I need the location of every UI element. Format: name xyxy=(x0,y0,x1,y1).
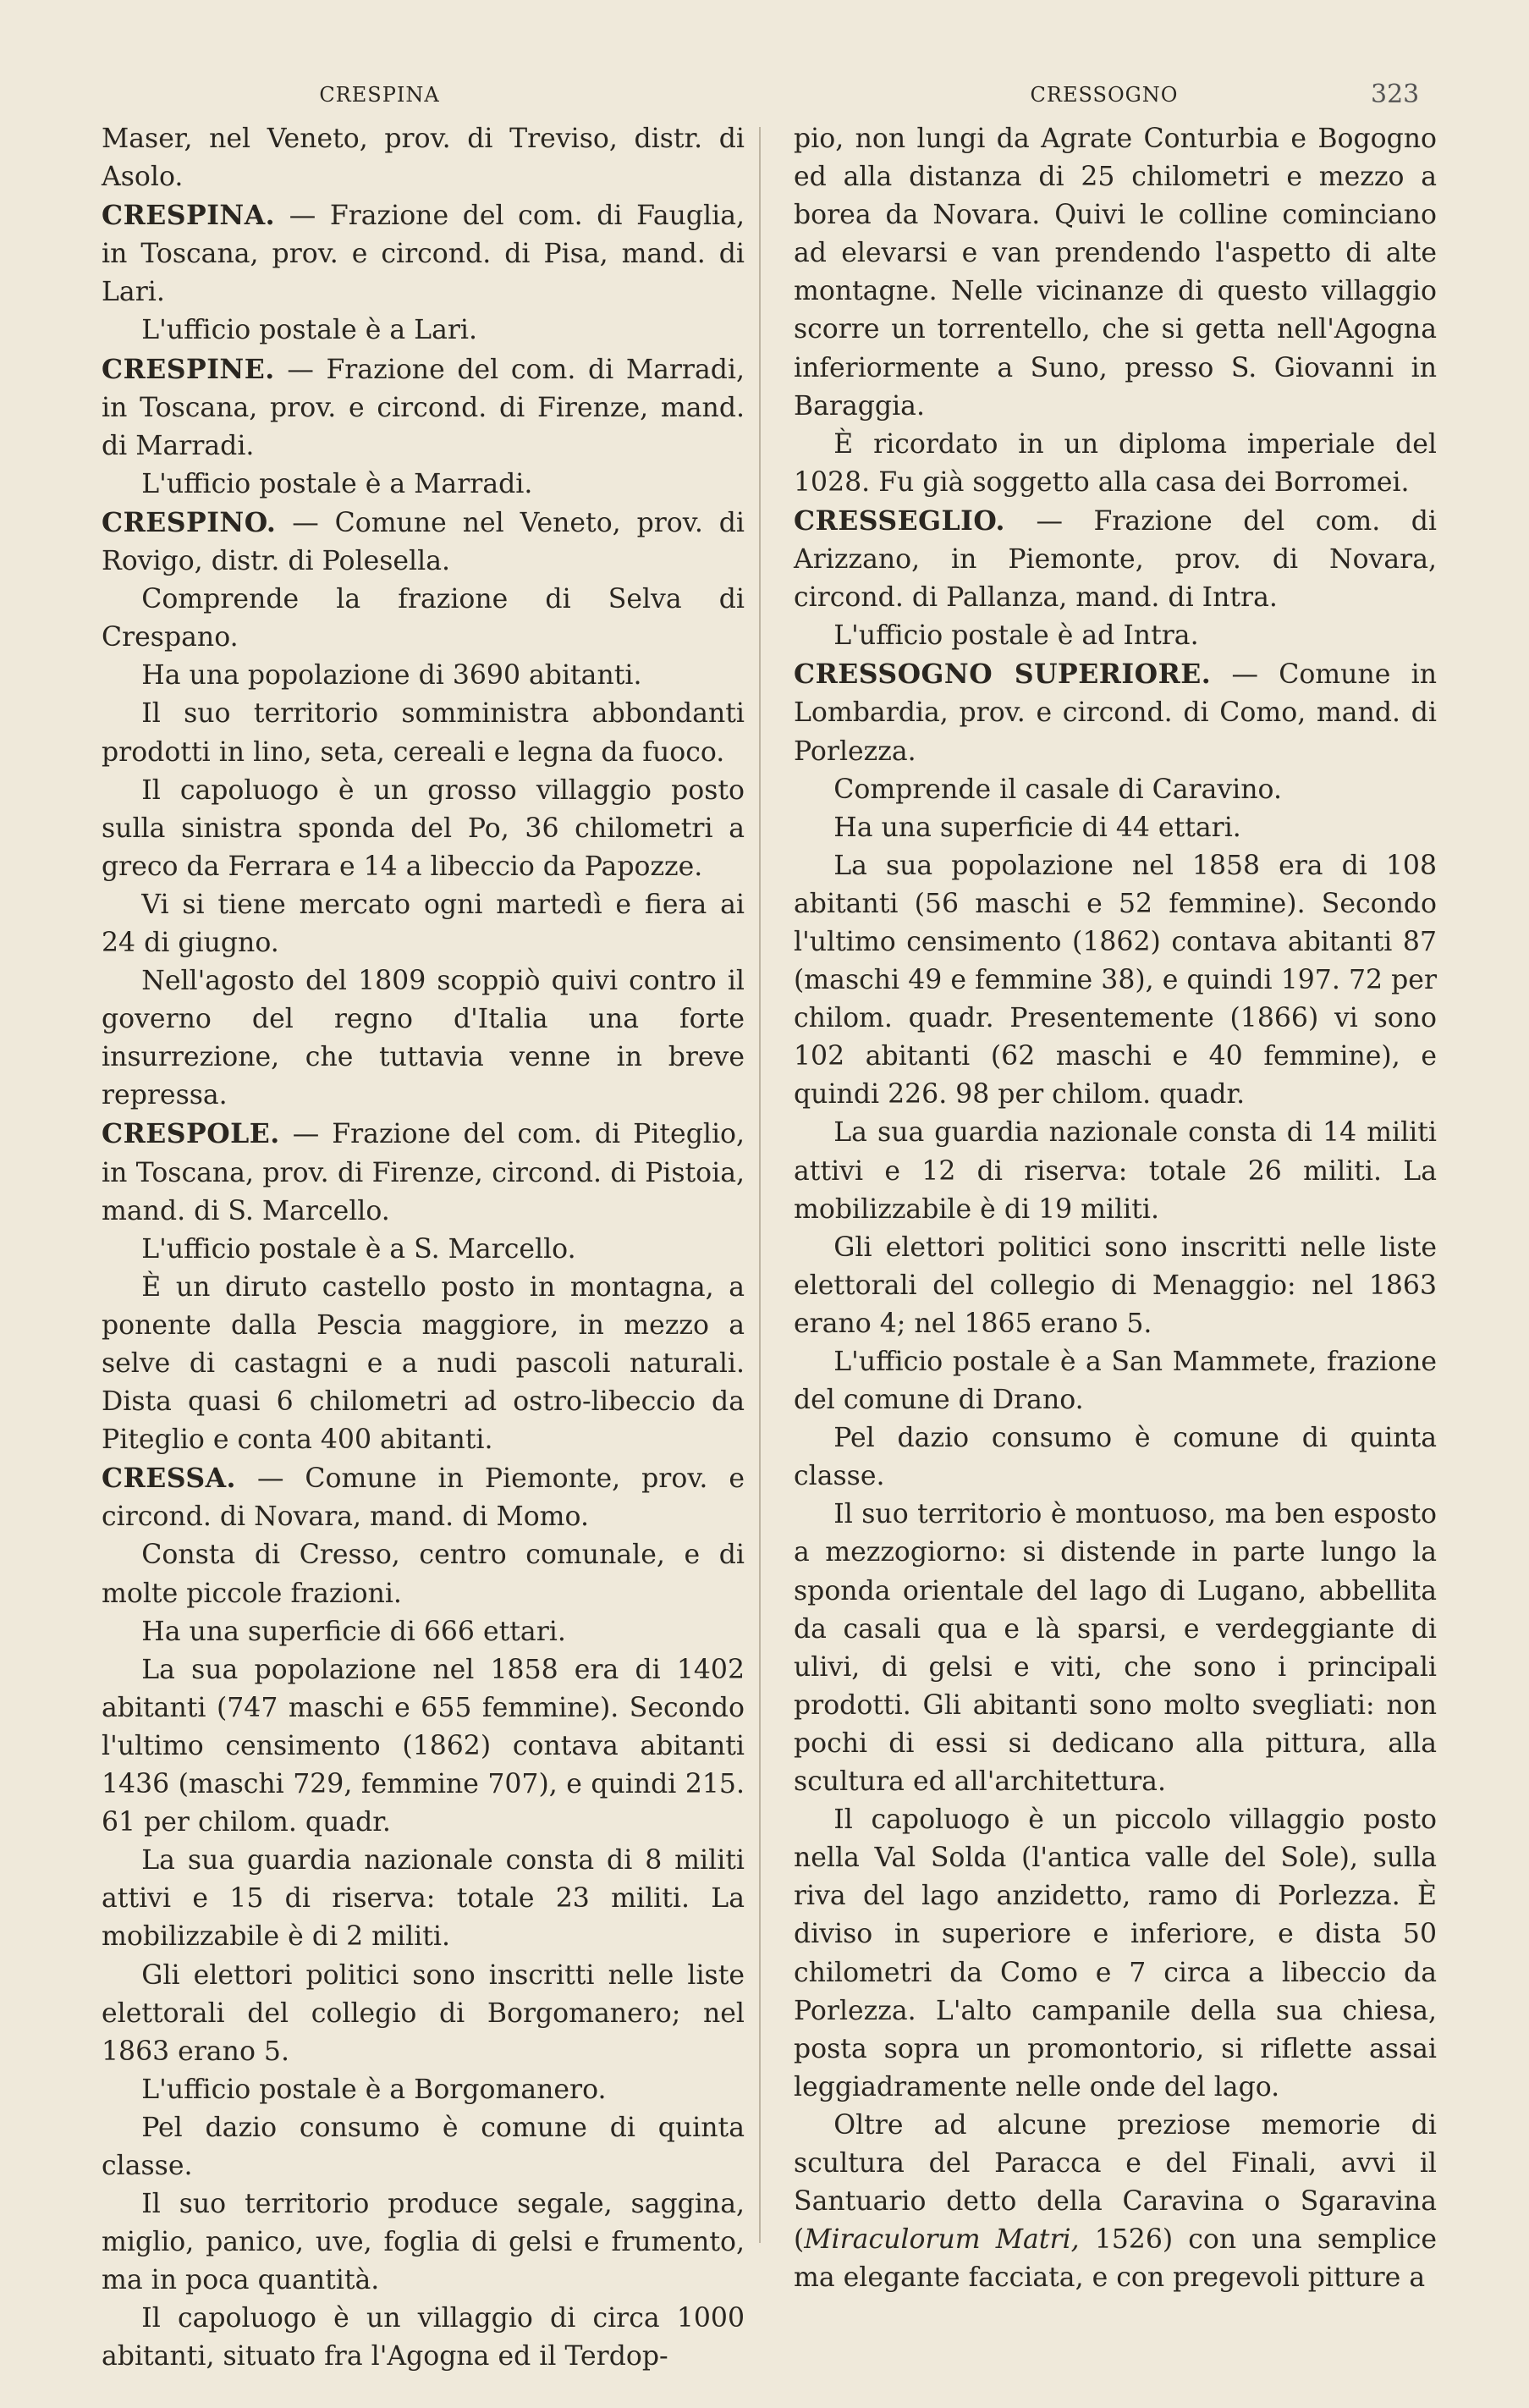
paragraph: L'ufficio postale è a Marradi. xyxy=(141,468,533,499)
entry-crespole xyxy=(102,1115,745,1230)
paragraph: Vi si tiene mercato ogni martedì e fiera ai 24 di giugno. xyxy=(102,889,745,958)
paragraph: pio, non lungi da Agrate Conturbia e Bogogno ed alla distanza di 25 chilometri e mezzo a borea da Novara. Quivi le colline cominciano ad elevarsi e van prendendo l'aspetto di alte montagne. Nelle vicinanze di questo villaggio scorre un torrentello, che si getta nell'Agogna inferiormente a Suno, presso S. Giovanni in Baraggia. xyxy=(794,124,1437,422)
entry-crespino xyxy=(102,504,745,581)
headword: CRESPOLE. xyxy=(102,1118,280,1150)
entry-text: — Comune in Piemonte, prov. e circond. di Novara, mand. di Momo. xyxy=(102,1463,745,1533)
paragraph: Gli elettori politici sono inscritti nelle liste elettorali del collegio di Borgomanero; nel 1863 erano 5. xyxy=(102,1959,745,2067)
headword: CRESPINA. xyxy=(102,200,276,232)
paragraph: Comprende il casale di Caravino. xyxy=(833,774,1282,805)
entry-cressogno-superiore xyxy=(794,655,1437,770)
running-head-left: CRESPINA xyxy=(319,83,440,107)
paragraph: Ha una superficie di 44 ettari. xyxy=(833,812,1241,843)
right-column xyxy=(794,120,1437,2297)
entry-text: — Comune in Lombardia, prov. e circond. di Como, mand. di Porlezza. xyxy=(794,659,1437,767)
paragraph: Maser, nel Veneto, prov. di Treviso, distr. di Asolo. xyxy=(102,124,745,193)
paragraph: Consta di Cresso, centro comunale, e di molte piccole frazioni. xyxy=(102,1540,745,1609)
paragraph: L'ufficio postale è ad Intra. xyxy=(833,620,1199,652)
paragraph: Ha una superficie di 666 ettari. xyxy=(141,1616,566,1647)
paragraph: Il suo territorio somministra abbondanti prodotti in lino, seta, cereali e legna da fuoco. xyxy=(102,698,745,768)
entry-text: — Frazione del com. di Fauglia, in Toscana, prov. e circond. di Pisa, mand. di Lari. xyxy=(102,201,745,308)
paragraph: È un diruto castello posto in montagna, a ponente dalla Pescia maggiore, in mezzo a selve di castagni e a nudi pascoli naturali. Dista quasi 6 chilometri ad ostro-libeccio da Piteglio e conta 400 abitanti. xyxy=(102,1271,745,1456)
entry-crespina xyxy=(102,196,745,311)
running-head-right: CRESSOGNO xyxy=(1030,83,1179,107)
left-column xyxy=(102,120,745,2377)
paragraph: Il suo territorio è montuoso, ma ben esposto a mezzogiorno: si distende in parte lungo la sponda orientale del lago di Lugano, abbellita da casali qua e là sparsi, e verdeggiante di ulivi, di gelsi e viti, che sono i principali prodotti. Gli abitanti sono molto svegliati: non pochi di essi si dedicano alla pittura, alla scultura ed all'architettura. xyxy=(794,1499,1437,1798)
paragraph: Il suo territorio produce segale, saggina, miglio, panico, uve, foglia di gelsi e frumento, ma in poca quantità. xyxy=(102,2189,745,2296)
entry-cressa xyxy=(102,1459,745,1536)
paragraph: Gli elettori politici sono inscritti nelle liste elettorali del collegio di Menaggio: nel 1863 erano 4; nel 1865 erano 5. xyxy=(794,1232,1437,1339)
paragraph: L'ufficio postale è a San Mammete, frazione del comune di Drano. xyxy=(794,1347,1437,1416)
entry-text: — Frazione del com. di Arizzano, in Piemonte, prov. di Novara, circond. di Pallanza, mand. di Intra. xyxy=(794,505,1437,614)
entry-crespine xyxy=(102,350,745,466)
paragraph: La sua popolazione nel 1858 era di 1402 abitanti (747 maschi e 655 femmine). Secondo l'ultimo censimento (1862) contava abitanti 1436 (maschi 729, femmine 707), e quindi 215. 61 per chilom. quadr. xyxy=(102,1654,745,1838)
entry-cresseglio xyxy=(794,502,1437,617)
headword: CRESSA. xyxy=(102,1463,236,1495)
paragraph: Comprende la frazione di Selva di Crespano. xyxy=(102,584,745,653)
paragraph: La sua guardia nazionale consta di 14 militi attivi e 12 di riserva: totale 26 militi. La mobilizzabile è di 19 militi. xyxy=(794,1117,1437,1225)
paragraph: L'ufficio postale è a Lari. xyxy=(141,315,478,346)
headword: CRESSOGNO SUPERIORE. xyxy=(794,658,1212,691)
paragraph: Pel dazio consumo è comune di quinta classe. xyxy=(794,1423,1437,1492)
column-divider xyxy=(759,127,761,2243)
paragraph: Il capoluogo è un villaggio di circa 1000 abitanti, situato fra l'Agogna ed il Terdop- xyxy=(102,2303,745,2372)
entry-text: — Comune nel Veneto, prov. di Rovigo, distr. di Polesella. xyxy=(102,507,745,577)
paragraph: Nell'agosto del 1809 scoppiò quivi contro il governo del regno d'Italia una forte insurrezione, che tuttavia venne in breve repressa. xyxy=(102,966,745,1111)
headword: CRESPINO. xyxy=(102,506,277,538)
paragraph: Il capoluogo è un piccolo villaggio posto nella Val Solda (l'antica valle del Sole), sulla riva del lago anzidetto, ramo di Porlezza. È diviso in superiore e inferiore, e dista 50 chilometri da Como e 7 circa a libeccio da Porlezza. L'alto campanile della sua chiesa, posta sopra un promontorio, si riflette assai leggiadramente nelle onde del lago. xyxy=(794,1805,1437,2102)
text-run: Oltre ad alcune preziose memorie di scultura del Paracca e del Finali, avvi il Santuario detto della Caravina o Sgaravina ( xyxy=(794,2109,1437,2256)
paragraph: Il capoluogo è un grosso villaggio posto sulla sinistra sponda del Po, 36 chilometri a greco da Ferrara e 14 a libeccio da Papozze. xyxy=(102,774,745,882)
italic-title: Miraculorum Matri, xyxy=(804,2224,1080,2256)
paragraph: L'ufficio postale è a Borgomanero. xyxy=(141,2074,607,2105)
page-number: 323 xyxy=(1371,80,1420,109)
headword: CRESSEGLIO. xyxy=(794,504,1005,537)
paragraph: La sua popolazione nel 1858 era di 108 abitanti (56 maschi e 52 femmine). Secondo l'ultimo censimento (1862) contava abitanti 87 (maschi 49 e femmine 38), e quindi 197. 72 per chilom. quadr. Presentemente (1866) vi sono 102 abitanti (62 maschi e 40 femmine), e quindi 226. 98 per chilom. quadr. xyxy=(794,850,1437,1110)
paragraph: Ha una popolazione di 3690 abitanti. xyxy=(141,660,642,692)
entry-text: — Frazione del com. di Piteglio, in Toscana, prov. di Firenze, circond. di Pistoia, mand. di S. Marcello. xyxy=(102,1119,745,1226)
paragraph: Pel dazio consumo è comune di quinta classe. xyxy=(102,2112,745,2181)
paragraph: L'ufficio postale è a S. Marcello. xyxy=(141,1233,576,1265)
entry-text: — Frazione del com. di Marradi, in Toscana, prov. e circond. di Firenze, mand. di Marradi. xyxy=(102,354,745,461)
headword: CRESPINE. xyxy=(102,353,275,385)
paragraph: La sua guardia nazionale consta di 8 militi attivi e 15 di riserva: totale 23 militi. La mobilizzabile è di 2 militi. xyxy=(102,1845,745,1953)
text-run: 1526) con una semplice ma elegante facciata, e con pregevoli pitture a xyxy=(794,2224,1437,2294)
paragraph: È ricordato in un diploma imperiale del 1028. Fu già soggetto alla casa dei Borromei. xyxy=(794,428,1437,498)
paragraph xyxy=(794,2107,1437,2297)
